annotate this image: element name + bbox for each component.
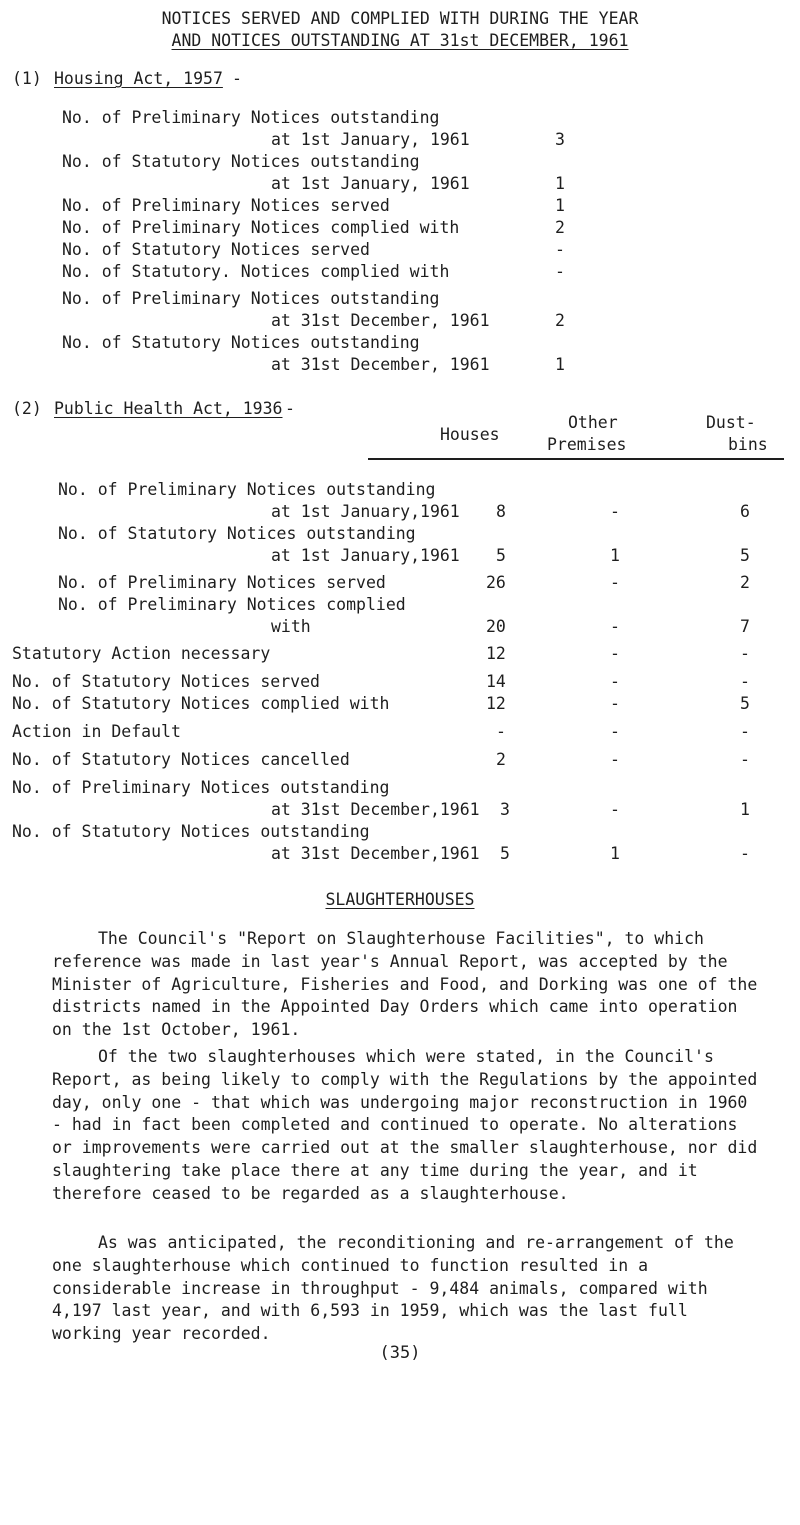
public-health-heading: Public Health Act, 1936	[54, 399, 283, 418]
housing-heading: Housing Act, 1957	[54, 69, 223, 88]
ph-row-label: No. of Statutory Notices cancelled	[12, 750, 350, 769]
ph-row-label: Action in Default	[12, 722, 181, 741]
column-header-bins: bins	[728, 435, 768, 454]
ph-dust-value: -	[740, 722, 750, 741]
slaughterhouses-paragraph-2: Of the two slaughterhouses which were stated, in the Council's Report, as being likely to comply with the Regulations by the appointed day, only one - that which was undergoing major reconstruction in 1960 - had in fact been completed and continued to operate. No alterations or improvements were carried out at the smaller slaughterhouse, nor did slaughtering take place there at any time during the year, and it therefore ceased to be regarded as a slaughterhouse.	[52, 1047, 758, 1203]
housing-row-label-cont: at 31st December, 1961	[271, 311, 490, 330]
ph-other-value: -	[610, 617, 620, 636]
housing-row-label: No. of Preliminary Notices served	[62, 196, 390, 215]
ph-other-value: -	[610, 750, 620, 769]
slaughterhouses-heading: SLAUGHTERHOUSES	[325, 890, 475, 909]
ph-row-label: No. of Statutory Notices served	[12, 672, 320, 691]
housing-row-value: 2	[555, 311, 565, 330]
housing-row-value: 1	[555, 174, 565, 193]
housing-row-label: No. of Statutory Notices served	[62, 240, 370, 259]
ph-row-label-cont: at 1st January,1961	[271, 546, 460, 565]
ph-other-value: -	[610, 722, 620, 741]
slaughterhouses-paragraph-3: As was anticipated, the reconditioning and re-arrangement of the one slaughterhouse which continued to function resulted in a considerable increase in throughput - 9,484 animals, compared with 4,197 last year, and with 6,593 in 1959, which was the last full working year recorded.	[52, 1233, 734, 1344]
housing-row-label: No. of Statutory Notices outstanding	[62, 333, 420, 352]
ph-row-label-cont: at 31st December,1961	[271, 844, 480, 863]
public-health-heading-number: (2)	[12, 399, 42, 418]
ph-dust-value: -	[740, 844, 750, 863]
ph-dust-value: -	[740, 672, 750, 691]
ph-row-label-cont: with	[271, 617, 311, 636]
column-header-other: Other	[568, 413, 618, 432]
public-health-heading-dash: -	[285, 399, 295, 418]
ph-row-label: No. of Statutory Notices outstanding	[12, 822, 370, 841]
ph-other-value: -	[610, 644, 620, 663]
ph-other-value: -	[610, 502, 620, 521]
ph-dust-value: 6	[740, 502, 750, 521]
housing-row-label: No. of Statutory. Notices complied with	[62, 262, 450, 281]
ph-dust-value: 2	[740, 573, 750, 592]
housing-row-label: No. of Statutory Notices outstanding	[62, 152, 420, 171]
housing-row-value: 3	[555, 130, 565, 149]
housing-heading-number: (1)	[12, 69, 42, 88]
ph-other-value: -	[610, 573, 620, 592]
housing-row-label: No. of Preliminary Notices complied with	[62, 218, 460, 237]
page-number: (35)	[379, 1343, 421, 1363]
ph-other-value: -	[610, 672, 620, 691]
housing-row-label-cont: at 1st January, 1961	[271, 130, 470, 149]
ph-row-label: No. of Preliminary Notices outstanding	[12, 778, 390, 797]
title-line-2: AND NOTICES OUTSTANDING AT 31st DECEMBER, 1961	[171, 31, 629, 50]
housing-row-value: -	[555, 240, 565, 259]
ph-houses-value: -	[496, 722, 506, 741]
ph-houses-value: 3	[500, 800, 510, 819]
ph-row-label: No. of Preliminary Notices outstanding	[58, 480, 436, 499]
title-line-1: NOTICES SERVED AND COMPLIED WITH DURING THE YEAR	[161, 9, 639, 28]
ph-row-label: No. of Statutory Notices outstanding	[58, 524, 416, 543]
ph-dust-value: 5	[740, 546, 750, 565]
ph-row-label: No. of Statutory Notices complied with	[12, 694, 390, 713]
ph-other-value: -	[610, 800, 620, 819]
ph-houses-value: 8	[496, 502, 506, 521]
slaughterhouses-paragraph-1: The Council's "Report on Slaughterhouse Facilities", to which reference was made in last year's Annual Report, was accepted by the Minister of Agriculture, Fisheries and Food, and Dorking was one of the districts named in the Appointed Day Orders which came into operation on the 1st October, 1961.	[52, 929, 758, 1040]
ph-houses-value: 12	[486, 694, 506, 713]
housing-row-label: No. of Preliminary Notices outstanding	[62, 289, 440, 308]
ph-dust-value: -	[740, 644, 750, 663]
ph-houses-value: 5	[500, 844, 510, 863]
ph-dust-value: 7	[740, 617, 750, 636]
ph-row-label-cont: at 1st January,1961	[271, 502, 460, 521]
housing-row-value: 1	[555, 355, 565, 374]
column-header-premises: Premises	[547, 435, 627, 454]
housing-heading-dash: -	[232, 69, 242, 88]
housing-row-label-cont: at 1st January, 1961	[271, 174, 470, 193]
ph-dust-value: 1	[740, 800, 750, 819]
ph-other-value: -	[610, 694, 620, 713]
housing-row-value: 1	[555, 196, 565, 215]
ph-row-label-cont: at 31st December,1961	[271, 800, 480, 819]
column-header-rule	[368, 458, 784, 460]
housing-row-label-cont: at 31st December, 1961	[271, 355, 490, 374]
ph-row-label: Statutory Action necessary	[12, 644, 271, 663]
ph-houses-value: 20	[486, 617, 506, 636]
ph-dust-value: -	[740, 750, 750, 769]
housing-row-label: No. of Preliminary Notices outstanding	[62, 108, 440, 127]
ph-dust-value: 5	[740, 694, 750, 713]
column-header-houses: Houses	[440, 425, 500, 444]
ph-houses-value: 2	[496, 750, 506, 769]
housing-row-value: -	[555, 262, 565, 281]
ph-houses-value: 26	[486, 573, 506, 592]
ph-row-label: No. of Preliminary Notices served	[58, 573, 386, 592]
ph-houses-value: 12	[486, 644, 506, 663]
ph-houses-value: 5	[496, 546, 506, 565]
ph-houses-value: 14	[486, 672, 506, 691]
ph-other-value: 1	[610, 844, 620, 863]
column-header-dust: Dust-	[706, 413, 756, 432]
ph-other-value: 1	[610, 546, 620, 565]
ph-row-label: No. of Preliminary Notices complied	[58, 595, 406, 614]
housing-row-value: 2	[555, 218, 565, 237]
